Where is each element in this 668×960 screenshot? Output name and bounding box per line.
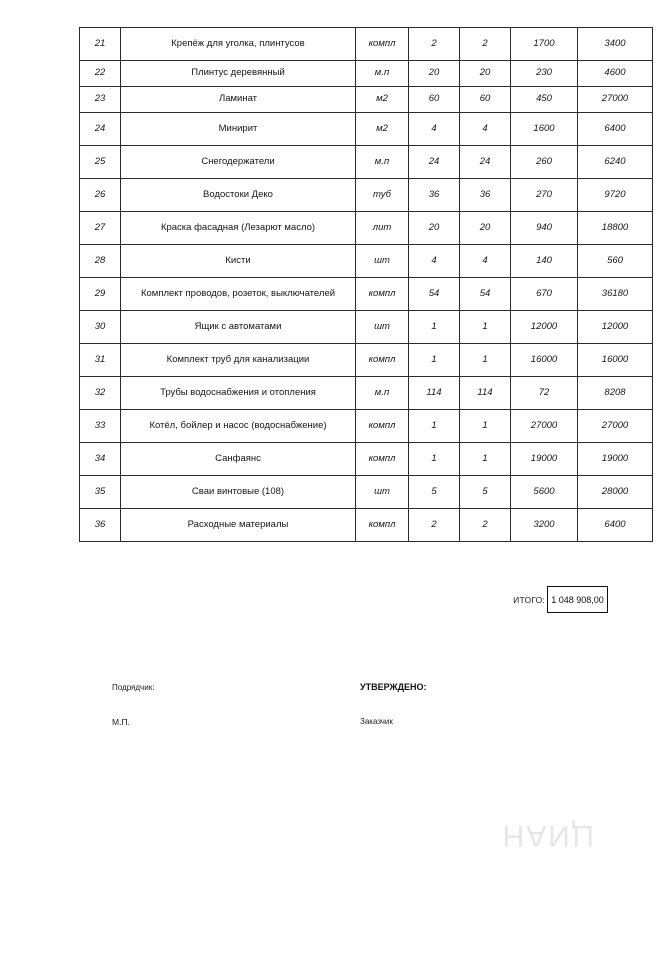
- stamp-label: М.П.: [112, 717, 130, 727]
- row-price: 1700: [511, 28, 578, 61]
- estimate-table-body: [80, 28, 653, 542]
- row-sum: 6400: [578, 509, 653, 542]
- row-price: 3200: [511, 509, 578, 542]
- row-qty-2: 36: [460, 179, 511, 212]
- row-number: 26: [80, 179, 121, 212]
- row-qty-1: 1: [409, 344, 460, 377]
- table-row: [80, 28, 653, 61]
- row-number: 22: [80, 61, 121, 87]
- total-value-box: 1 048 908,00: [547, 586, 608, 613]
- row-qty-1: 1: [409, 410, 460, 443]
- row-number: 34: [80, 443, 121, 476]
- row-number: 32: [80, 377, 121, 410]
- row-sum: 8208: [578, 377, 653, 410]
- table-row: [80, 344, 653, 377]
- row-qty-1: 20: [409, 61, 460, 87]
- row-name: Расходные материалы: [121, 509, 356, 542]
- row-name: Ламинат: [121, 87, 356, 113]
- row-price: 5600: [511, 476, 578, 509]
- row-sum: 16000: [578, 344, 653, 377]
- row-qty-1: 24: [409, 146, 460, 179]
- row-price: 19000: [511, 443, 578, 476]
- row-sum: 4600: [578, 61, 653, 87]
- table-row: [80, 61, 653, 87]
- row-price: 940: [511, 212, 578, 245]
- row-sum: 27000: [578, 410, 653, 443]
- estimate-table: [79, 27, 653, 542]
- row-name: Кисти: [121, 245, 356, 278]
- row-unit: компл: [356, 278, 409, 311]
- row-qty-2: 20: [460, 212, 511, 245]
- row-price: 260: [511, 146, 578, 179]
- row-unit: м.п: [356, 61, 409, 87]
- row-number: 33: [80, 410, 121, 443]
- row-qty-1: 1: [409, 311, 460, 344]
- row-sum: 12000: [578, 311, 653, 344]
- row-price: 27000: [511, 410, 578, 443]
- table-row: [80, 87, 653, 113]
- row-qty-2: 54: [460, 278, 511, 311]
- row-name: Минирит: [121, 113, 356, 146]
- row-qty-2: 4: [460, 245, 511, 278]
- row-qty-2: 60: [460, 87, 511, 113]
- row-number: 28: [80, 245, 121, 278]
- row-qty-1: 60: [409, 87, 460, 113]
- row-qty-1: 1: [409, 443, 460, 476]
- row-qty-1: 4: [409, 113, 460, 146]
- row-name: Крепёж для уголка, плинтусов: [121, 28, 356, 61]
- row-sum: 6240: [578, 146, 653, 179]
- row-number: 30: [80, 311, 121, 344]
- row-sum: 18800: [578, 212, 653, 245]
- row-unit: компл: [356, 28, 409, 61]
- table-row: [80, 179, 653, 212]
- row-name: Санфаянс: [121, 443, 356, 476]
- row-number: 25: [80, 146, 121, 179]
- row-unit: туб: [356, 179, 409, 212]
- row-qty-1: 114: [409, 377, 460, 410]
- row-sum: 28000: [578, 476, 653, 509]
- row-number: 35: [80, 476, 121, 509]
- total-area: [108, 586, 608, 613]
- row-qty-2: 5: [460, 476, 511, 509]
- table-row: [80, 410, 653, 443]
- row-price: 72: [511, 377, 578, 410]
- row-unit: шт: [356, 476, 409, 509]
- row-name: Котёл, бойлер и насос (водоснабжение): [121, 410, 356, 443]
- row-name: Комплект проводов, розеток, выключателей: [121, 278, 356, 311]
- table-row: [80, 509, 653, 542]
- row-qty-2: 114: [460, 377, 511, 410]
- total-label: ИТОГО:: [513, 595, 545, 605]
- table-row: [80, 146, 653, 179]
- contractor-label: Подрядчик:: [112, 683, 155, 692]
- row-qty-2: 2: [460, 28, 511, 61]
- approved-label: УТВЕРЖДЕНО:: [360, 682, 427, 692]
- row-qty-2: 1: [460, 443, 511, 476]
- row-name: Комплект труб для канализации: [121, 344, 356, 377]
- row-qty-2: 1: [460, 410, 511, 443]
- row-qty-2: 1: [460, 311, 511, 344]
- row-sum: 9720: [578, 179, 653, 212]
- row-name: Плинтус деревянный: [121, 61, 356, 87]
- row-unit: шт: [356, 311, 409, 344]
- row-sum: 560: [578, 245, 653, 278]
- row-sum: 6400: [578, 113, 653, 146]
- row-name: Сваи винтовые (108): [121, 476, 356, 509]
- row-qty-2: 1: [460, 344, 511, 377]
- row-name: Снегодержатели: [121, 146, 356, 179]
- row-unit: м.п: [356, 377, 409, 410]
- row-unit: м.п: [356, 146, 409, 179]
- row-number: 23: [80, 87, 121, 113]
- row-qty-1: 2: [409, 28, 460, 61]
- table-row: [80, 311, 653, 344]
- row-qty-1: 4: [409, 245, 460, 278]
- signature-block: [108, 620, 608, 740]
- row-qty-2: 2: [460, 509, 511, 542]
- row-number: 21: [80, 28, 121, 61]
- row-sum: 36180: [578, 278, 653, 311]
- row-price: 270: [511, 179, 578, 212]
- row-unit: шт: [356, 245, 409, 278]
- row-number: 31: [80, 344, 121, 377]
- row-price: 16000: [511, 344, 578, 377]
- table-row: [80, 476, 653, 509]
- row-price: 12000: [511, 311, 578, 344]
- row-price: 450: [511, 87, 578, 113]
- row-qty-1: 2: [409, 509, 460, 542]
- row-unit: компл: [356, 410, 409, 443]
- row-number: 29: [80, 278, 121, 311]
- row-price: 230: [511, 61, 578, 87]
- row-qty-2: 4: [460, 113, 511, 146]
- row-sum: 3400: [578, 28, 653, 61]
- table-row: [80, 278, 653, 311]
- row-number: 27: [80, 212, 121, 245]
- row-qty-1: 5: [409, 476, 460, 509]
- row-name: Краска фасадная (Лезарют масло): [121, 212, 356, 245]
- row-unit: компл: [356, 344, 409, 377]
- row-sum: 19000: [578, 443, 653, 476]
- watermark: ЦИАН: [500, 819, 594, 852]
- table-row: [80, 377, 653, 410]
- customer-label: Заказчик: [360, 717, 393, 726]
- row-qty-1: 36: [409, 179, 460, 212]
- row-qty-2: 24: [460, 146, 511, 179]
- table-row: [80, 245, 653, 278]
- row-unit: лит: [356, 212, 409, 245]
- row-unit: компл: [356, 509, 409, 542]
- row-unit: м2: [356, 87, 409, 113]
- row-number: 36: [80, 509, 121, 542]
- row-unit: м2: [356, 113, 409, 146]
- row-price: 140: [511, 245, 578, 278]
- row-name: Трубы водоснабжения и отопления: [121, 377, 356, 410]
- row-name: Ящик с автоматами: [121, 311, 356, 344]
- row-qty-2: 20: [460, 61, 511, 87]
- table-row: [80, 113, 653, 146]
- row-price: 670: [511, 278, 578, 311]
- row-price: 1600: [511, 113, 578, 146]
- row-name: Водостоки Деко: [121, 179, 356, 212]
- row-qty-1: 54: [409, 278, 460, 311]
- row-number: 24: [80, 113, 121, 146]
- table-row: [80, 443, 653, 476]
- row-unit: компл: [356, 443, 409, 476]
- table-row: [80, 212, 653, 245]
- row-sum: 27000: [578, 87, 653, 113]
- row-qty-1: 20: [409, 212, 460, 245]
